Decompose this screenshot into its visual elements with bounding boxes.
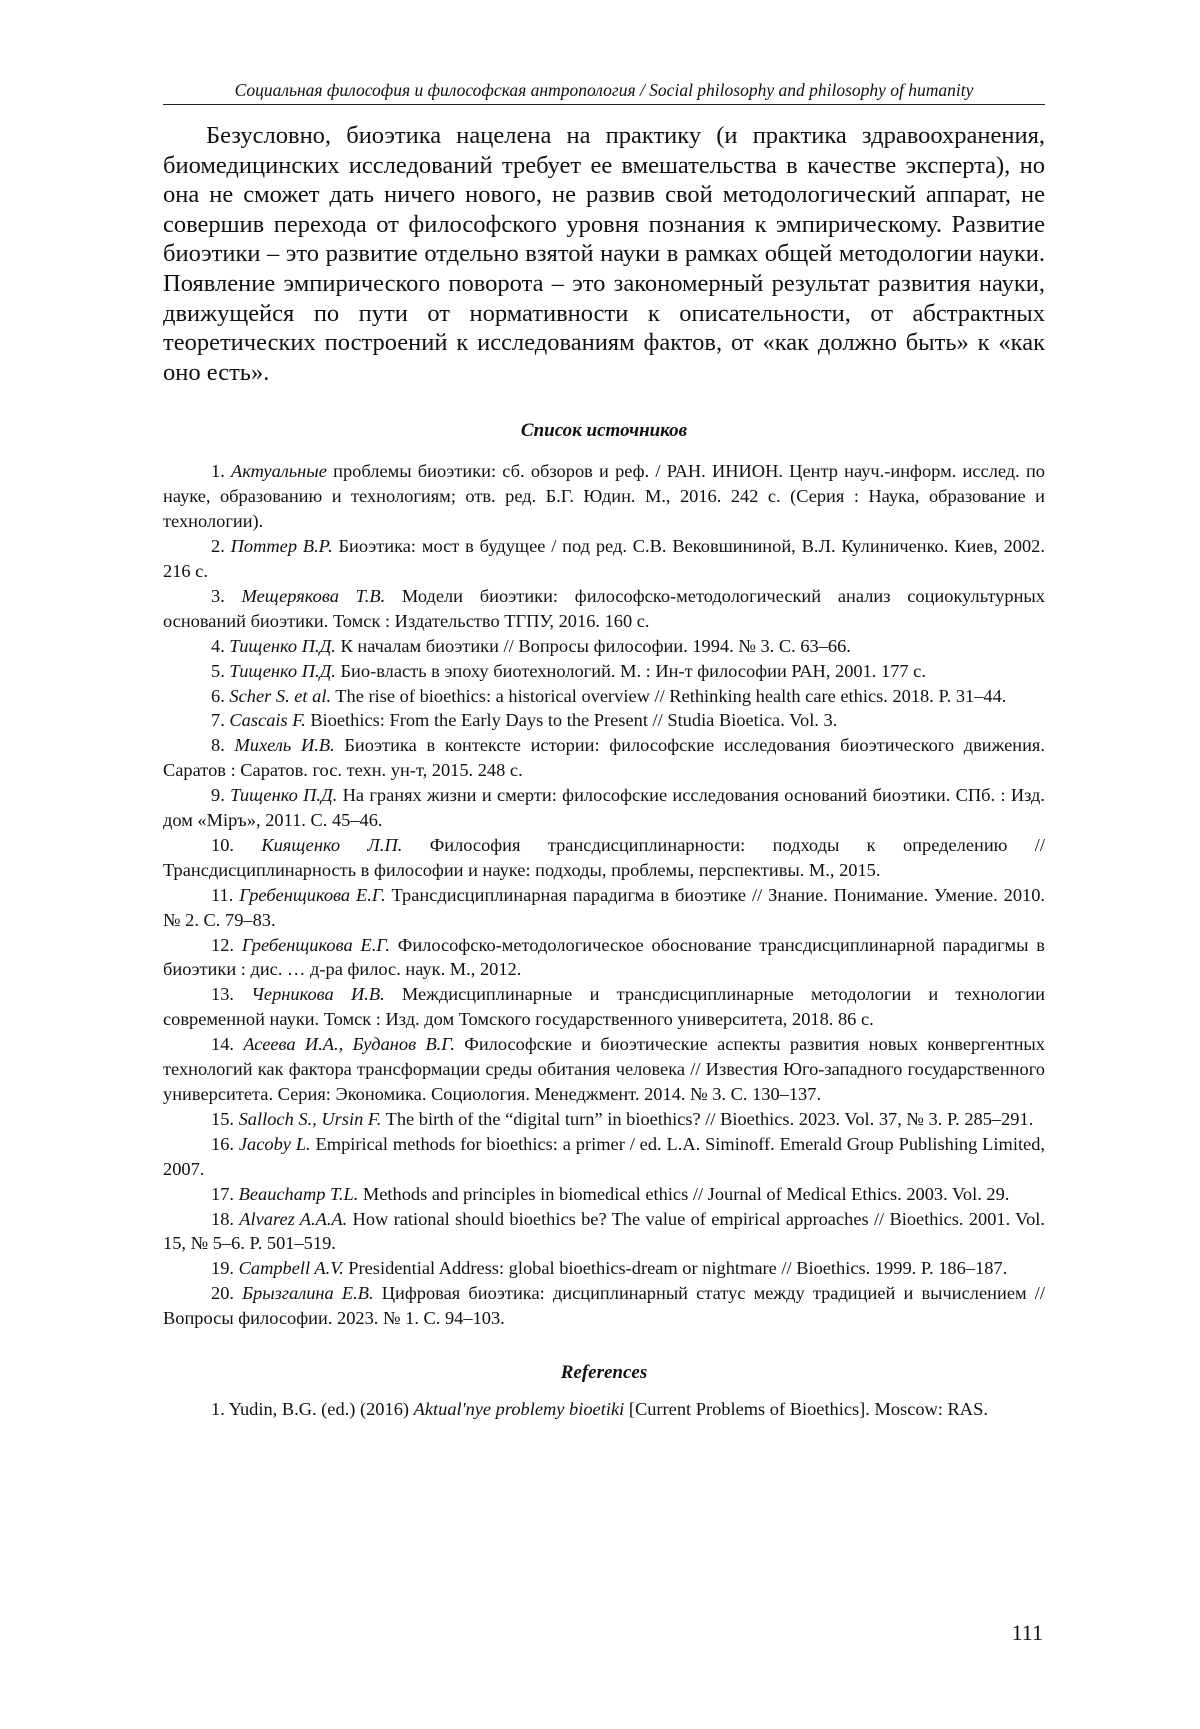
- source-text: How rational should bioethics be? The value of empirical approaches // Bioethics. 2001. Vol. 15, № 5–6. P. 501–519.: [163, 1208, 1045, 1254]
- source-num: 10.: [211, 834, 234, 855]
- source-text: Модели биоэтики: философско-методологический анализ социокультурных оснований биоэтики. Томск : Издательство ТГПУ, 2016. 160 с.: [163, 585, 1045, 631]
- source-num: 17.: [211, 1183, 234, 1204]
- source-text: Presidential Address: global bioethics-dream or nightmare // Bioethics. 1999. P. 186–187.: [343, 1258, 1008, 1279]
- source-item: [163, 933, 1045, 983]
- sources-title: Список источников: [520, 420, 688, 442]
- source-item: [163, 684, 1045, 709]
- source-num: 11.: [211, 884, 234, 905]
- source-text: К началам биоэтики // Вопросы философии. 1994. № 3. С. 63–66.: [335, 635, 851, 656]
- source-author: Beauchamp T.L.: [238, 1183, 359, 1204]
- source-num: 16.: [211, 1133, 234, 1154]
- source-author: Актуальные: [231, 461, 327, 482]
- source-text: Биоэтика: мост в будущее / под ред. С.В. Вековшининой, В.Л. Кулиниченко. Киев, 2002. 216 с.: [163, 536, 1045, 581]
- source-author: Брызгалина Е.В.: [242, 1283, 374, 1304]
- source-num: 7.: [211, 710, 225, 731]
- source-item: [163, 659, 1045, 684]
- source-item: [163, 534, 1045, 584]
- source-author: Salloch S., Ursin F.: [238, 1108, 382, 1129]
- source-author: Киященко Л.П.: [261, 834, 403, 855]
- source-text: Биоэтика в контексте истории: философские исследования биоэтического движения. Саратов : Саратов. гос. техн. ун-т, 2015. 248 с.: [163, 735, 1045, 781]
- source-text: Bioethics: From the Early Days to the Present // Studia Bioetica. Vol. 3.: [305, 710, 838, 731]
- source-item: [163, 1107, 1045, 1132]
- source-num: 8.: [211, 735, 225, 756]
- source-item: [163, 982, 1045, 1032]
- reference-post: [Current Problems of Bioethics]. Moscow: RAS.: [624, 1399, 988, 1420]
- source-item: [163, 634, 1045, 659]
- source-author: Тищенко П.Д.: [229, 660, 336, 681]
- source-num: 19.: [211, 1258, 234, 1279]
- source-item: [163, 1132, 1045, 1182]
- source-text: На гранях жизни и смерти: философские исследования оснований биоэтики. СПб. : Изд. дом «Міръ», 2011. С. 45–46.: [163, 785, 1046, 831]
- source-item: [163, 1281, 1045, 1331]
- source-text: Междисциплинарные и трансдисциплинарные методологии и технологии современной науки. Томск : Изд. дом Томского государственного университета, 2018. 86 с.: [163, 984, 1045, 1030]
- sources-list: [163, 459, 1045, 1331]
- source-text: Methods and principles in biomedical ethics // Journal of Medical Ethics. 2003. Vol. 29.: [358, 1183, 1010, 1204]
- source-num: 2.: [211, 536, 225, 557]
- source-text: Empirical methods for bioethics: a primer / ed. L.A. Siminoff. Emerald Group Publishing Limited, 2007.: [163, 1133, 1046, 1179]
- references-list: [163, 1397, 1045, 1422]
- source-item: [163, 459, 1045, 534]
- source-num: 3.: [211, 585, 225, 606]
- source-num: 18.: [211, 1208, 234, 1229]
- source-num: 13.: [211, 984, 234, 1005]
- page-number: 111: [1011, 1620, 1043, 1645]
- source-author: Михель И.В.: [234, 735, 335, 756]
- source-author: Гребенщикова Е.Г.: [239, 884, 386, 905]
- source-item: [163, 883, 1045, 933]
- source-author: Мещерякова Т.В.: [241, 585, 386, 606]
- source-item: [163, 733, 1045, 783]
- source-author: Jacoby L.: [238, 1133, 311, 1154]
- source-num: 14.: [211, 1034, 234, 1055]
- source-author: Cascais F.: [229, 710, 306, 731]
- source-author: Тищенко П.Д.: [230, 785, 338, 806]
- source-text: Трансдисциплинарная парадигма в биоэтике // Знание. Понимание. Умение. 2010. № 2. С. 79–83.: [163, 884, 1046, 930]
- source-num: 4.: [211, 635, 225, 656]
- source-num: 15.: [211, 1108, 234, 1129]
- source-num: 20.: [211, 1283, 234, 1304]
- source-num: 12.: [211, 934, 234, 955]
- source-item: [163, 584, 1045, 634]
- source-num: 1.: [211, 461, 225, 482]
- source-text: Философско-методологическое обоснование трансдисциплинарной парадигмы в биоэтики : дис. … д-ра филос. наук. М., 2012.: [163, 934, 1045, 980]
- reference-pre: Yudin, B.G. (ed.) (2016): [224, 1399, 414, 1420]
- source-author: Поттер В.Р.: [230, 536, 333, 557]
- source-num: 5.: [211, 660, 225, 681]
- reference-num: 1.: [211, 1399, 225, 1420]
- source-item: [163, 783, 1045, 833]
- source-text: Био-власть в эпоху биотехнологий. М. : Ин-т философии РАН, 2001. 177 с.: [335, 660, 926, 681]
- source-text: The rise of bioethics: a historical overview // Rethinking health care ethics. 2018. P. 31–44.: [331, 685, 1007, 706]
- source-author: Гребенщикова Е.Г.: [241, 934, 390, 955]
- source-item: [163, 1256, 1045, 1281]
- source-item: [163, 1182, 1045, 1207]
- source-item: [163, 833, 1045, 883]
- source-num: 9.: [211, 785, 225, 806]
- references-title: References: [560, 1362, 648, 1384]
- source-text: Философские и биоэтические аспекты развития новых конвергентных технологий как фактора трансформации среды обитания человека // Известия Юго-западного государственного университета. Серия: Экономика. Социология. Менеджмент. 2014. № 3. С. 130–137.: [163, 1034, 1045, 1104]
- source-text: Философия трансдисциплинарности: подходы к определению // Трансдисциплинарность в философии и науке: подходы, проблемы, перспективы. М., 2015.: [163, 834, 1045, 880]
- running-head: Социальная философия и философская антропология / Social philosophy and philosophy of humanity: [163, 78, 1045, 105]
- source-author: Alvarez A.A.A.: [239, 1208, 348, 1229]
- source-text: The birth of the “digital turn” in bioethics? // Bioethics. 2023. Vol. 37, № 3. P. 285–291.: [381, 1108, 1034, 1129]
- source-item: [163, 1032, 1045, 1107]
- source-item: [163, 1207, 1045, 1257]
- source-num: 6.: [211, 685, 225, 706]
- source-text: Цифровая биоэтика: дисциплинарный статус между традицией и вычислением // Вопросы философии. 2023. № 1. С. 94–103.: [163, 1283, 1045, 1329]
- reference-item: [163, 1397, 1045, 1422]
- body-paragraph: Безусловно, биоэтика нацелена на практику (и практика здравоохранения, биомедицинских исследований требует ее вмешательства в качестве эксперта), но она не сможет дать ничего нового, не развив свой методологический аппарат, не совершив перехода от философского уровня познания к эмпирическому. Развитие биоэтики – это развитие отдельно взятой науки в рамках общей методологии науки. Появление эмпирического поворота – это закономерный результат развития науки, движущейся по пути от нормативности к описательности, от абстрактных теоретических построений к исследованиям фактов, от «как должно быть» к «как оно есть».: [163, 122, 1045, 386]
- source-author: Scher S. et al.: [229, 685, 332, 706]
- reference-title: Aktual'nye problemy bioetiki: [413, 1399, 625, 1420]
- source-author: Черникова И.В.: [251, 984, 385, 1005]
- source-author: Тищенко П.Д.: [229, 635, 336, 656]
- page: [163, 78, 1045, 1422]
- source-author: Асеева И.А., Буданов В.Г.: [243, 1034, 455, 1055]
- source-item: [163, 708, 1045, 733]
- source-text: проблемы биоэтики: сб. обзоров и реф. / РАН. ИНИОН. Центр науч.-информ. исслед. по науке, образованию и технологиям; отв. ред. Б.Г. Юдин. М., 2016. 242 с. (Серия : Наука, образование и технологии).: [163, 461, 1045, 532]
- source-author: Campbell A.V.: [238, 1258, 344, 1279]
